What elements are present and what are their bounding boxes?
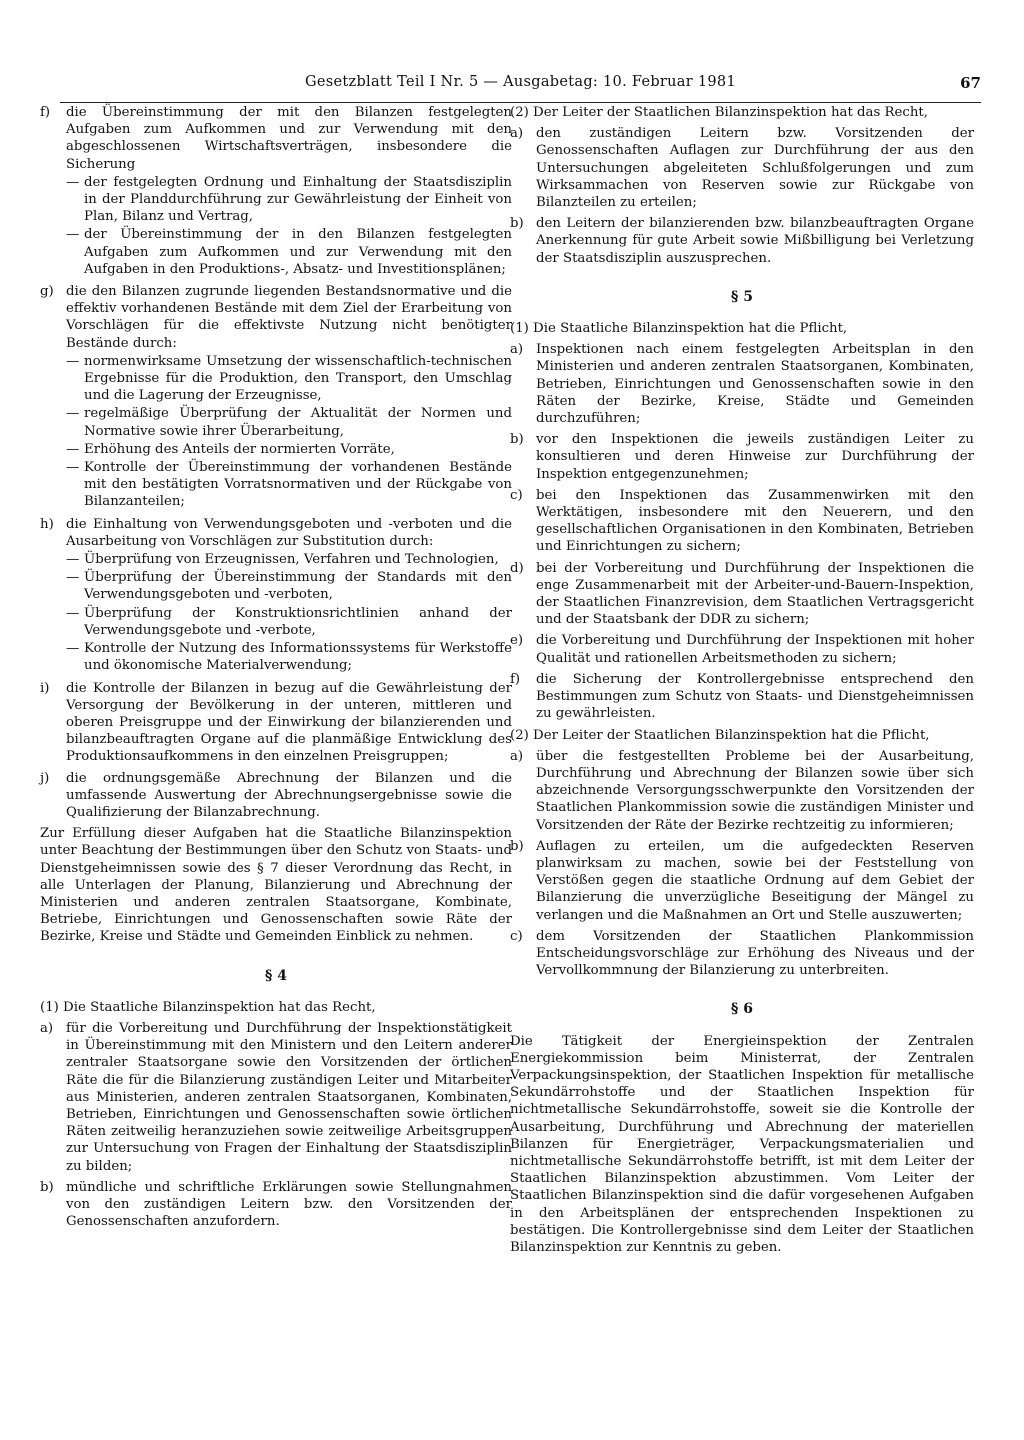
item-marker: d) [510,560,524,576]
section-heading-5: § 5 [731,288,753,305]
list-item [510,671,974,723]
list-item-f [40,104,512,279]
list-item-a [510,125,974,211]
item-text: Inspektionen nach einem festgelegten Arbeitsplan in den Ministerien und anderen zentralen Staatsorganen, Kombinaten, Betrieben, Einrichtungen und Genossenschaften sowie in den Räten der Bezirke, Kreise, Städte und Gemeinden durchzuführen; [536,342,974,427]
sub-item: — Kontrolle der Nutzung des Informationssystems für Werkstoffe und ökonomische Materialverwendung; [66,641,512,674]
item-text: die Einhaltung von Verwendungsgeboten und -verboten und die Ausarbeitung von Vorschlägen zur Substitution durch: [66,516,512,549]
sub-item-text: Kontrolle der Übereinstimmung der vorhandenen Bestände mit den bestätigten Vorratsnormativen und der Rückgabe von Bilanzanteilen; [84,460,512,510]
list-item-b [510,215,974,267]
list-item [510,487,974,556]
sub-item: — Kontrolle der Übereinstimmung der vorhandenen Bestände mit den bestätigten Vorratsnormativen und der Rückgabe von Bilanzanteilen; [66,460,512,510]
list-item-h [40,516,512,676]
page-number: 67 [960,74,981,92]
item-text: den Leitern der bilanzierenden bzw. bilanzbeauftragten Organe Anerkennung für gute Arbeit sowie Mißbilligung bei Verletzung der Staatsdisziplin auszusprechen. [536,216,974,266]
sub-item-text: Kontrolle der Nutzung des Informationssystems für Werkstoffe und ökonomische Materialverwendung; [84,641,512,674]
list-item-g [40,283,512,512]
item-marker: b) [40,1179,54,1195]
section-heading-4: § 4 [265,967,287,984]
item-marker: h) [40,516,54,532]
item-text: mündliche und schriftliche Erklärungen sowie Stellungnahmen von den zuständigen Leitern bzw. den Vorsitzenden der Genossenschaften anzufordern. [66,1179,512,1230]
item-marker: g) [40,284,54,300]
item-text: vor den Inspektionen die jeweils zuständigen Leiter zu konsultieren und deren Hinweise zur Durchführung der Inspektion entgegenzunehmen; [536,432,974,482]
sub-item: — normenwirksame Umsetzung der wissenschaftlich-technischen Ergebnisse für die Produktion, den Transport, den Umschlag und die Lagerung der Erzeugnisse, [66,353,512,404]
section-heading-6: § 6 [731,1001,753,1018]
sub-item: — der festgelegten Ordnung und Einhaltung der Staatsdisziplin in der Planddurchführung zur Gewährleistung der Einheit von Plan, Bilanz und Vertrag, [66,174,512,225]
list-item-j [40,770,512,822]
right-column [510,104,974,1260]
sub-item-text: Überprüfung der Konstruktionsrichtlinien anhand der Verwendungsgebote und -verbote, [84,605,512,638]
sub-item: — Überprüfung von Erzeugnissen, Verfahren und Technologien, [66,551,512,568]
sub-item: — Überprüfung der Übereinstimmung der Standards mit den Verwendungsgeboten und -verboten, [66,570,512,603]
list-item [510,928,974,980]
sub-item: — regelmäßige Überprüfung der Aktualität der Normen und Normative sowie ihrer Überarbeitung, [66,406,512,439]
sub-item-text: der festgelegten Ordnung und Einhaltung der Staatsdisziplin in der Planddurchführung zur Gewährleistung der Einheit von Plan, Bilanz und Vertrag, [84,174,512,225]
item-marker: e) [510,633,524,649]
section-6-text: Die Tätigkeit der Energieinspektion der Zentralen Energiekommission beim Ministerrat, der Zentralen Verpackungsinspektion, der Staatlichen Inspektion für metallische Sekundärrohstoffe und der Staatlichen Inspektion für nichtmetallische Sekundärrohstoffe, soweit sie die Kontrolle der Ausarbeitung, Durchführung und Abrechnung der materiellen Bilanzen für Energieträger, Verpackungsmaterialien und nichtmetallische Sekundärrohstoffe betrifft, ist mit dem Leiter der Staatlichen Bilanzinspektion abzustimmen. Vom Leiter der Staatlichen Bilanzinspektion sind die dafür vorgesehenen Aufgaben in den Arbeitsplänen der entsprechenden Inspektionen zu bestätigen. Die Kontrollergebnisse sind dem Leiter der Staatlichen Bilanzinspektion zur Kenntnis zu geben. [510,1033,974,1255]
list-item [510,838,974,924]
sub-item: — Erhöhung des Anteils der normierten Vorräte, [66,441,512,458]
section-5-para-1: (1) Die Staatliche Bilanzinspektion hat die Pflicht, [510,321,848,337]
item-text: die Kontrolle der Bilanzen in bezug auf die Gewährleistung der Versorgung der Bevölkerung in der unteren, mittleren und oberen Preisgruppe und der Einwirkung der bilanzierenden und bilanzbeauftragten Organe auf die planmäßige Entwicklung des Produktionsaufkommens in den einzelnen Preisgruppen; [66,680,512,765]
section-4-para-1: (1) Die Staatliche Bilanzinspektion hat das Recht, [40,999,376,1015]
item-marker: a) [40,1020,54,1036]
list-item [510,560,974,629]
sub-item-text: der Übereinstimmung der in den Bilanzen festgelegten Aufgaben zum Aufkommen und zur Verwendung mit den Aufgaben in den Produktions-, Absatz- und Investitionsplänen; [84,227,512,277]
list-item [510,748,974,834]
item-text: den zuständigen Leitern bzw. Vorsitzenden der Genossenschaften Auflagen zur Durchführung der aus den Untersuchungen abgeleiteten Schlußfolgerungen und zum Wirksammachen von Reserven sowie zur Rückgabe von Bilanzteilen zu erteilen; [536,126,974,211]
left-column [40,104,512,1234]
item-marker: f) [40,105,51,120]
list-item-a [40,1020,512,1175]
sub-item-text: regelmäßige Überprüfung der Aktualität der Normen und Normative sowie ihrer Überarbeitung, [84,406,512,439]
item-marker: c) [510,928,523,944]
item-marker: b) [510,838,524,854]
page-header [60,72,981,103]
item-text: die den Bilanzen zugrunde liegenden Bestandsnormative und die effektiv vorhandenen Bestände mit dem Ziel der Erarbeitung von Vorschlägen für die effektivste Nutzung nicht benötigter Bestände durch: [66,284,512,351]
section-5-para-2: (2) Der Leiter der Staatlichen Bilanzinspektion hat die Pflicht, [510,727,930,743]
item-marker: f) [510,671,521,687]
sub-item-text: Überprüfung von Erzeugnissen, Verfahren und Technologien, [84,552,499,568]
item-text: bei der Vorbereitung und Durchführung der Inspektionen die enge Zusammenarbeit mit der Arbeiter-und-Bauern-Inspektion, der Staatlichen Finanzrevision, dem Staatlichen Vertragsgericht und der Staatsbank der DDR zu sichern; [536,560,974,628]
list-item [510,431,974,483]
gazette-title: Gesetzblatt Teil I Nr. 5 — Ausgabetag: 10. Februar 1981 [305,74,736,90]
list-item-b [40,1179,512,1231]
sub-item: — der Übereinstimmung der in den Bilanzen festgelegten Aufgaben zum Aufkommen und zur Verwendung mit den Aufgaben in den Produktions-, Absatz- und Investitionsplänen; [66,227,512,277]
list-item [510,632,974,666]
item-marker: b) [510,432,524,448]
closing-paragraph: Zur Erfüllung dieser Aufgaben hat die Staatliche Bilanzinspektion unter Beachtung der Bestimmungen über den Schutz von Staats- und Dienstgeheimnissen sowie des § 7 dieser Verordnung das Recht, in alle Unterlagen der Planung, Bilanzierung und Abrechnung der Ministerien und anderen zentralen Staatsorgane, Kombinate, Betriebe, Einrichtungen und Genossenschaften sowie Räte der Bezirke, Kreise und Städte und Gemeinden Einblick zu nehmen. [40,826,512,945]
section-4-para-2: (2) Der Leiter der Staatlichen Bilanzinspektion hat das Recht, [510,105,928,120]
item-marker: a) [510,126,524,142]
item-marker: a) [510,748,524,764]
item-marker: c) [510,487,523,503]
sub-item-text: normenwirksame Umsetzung der wissenschaftlich-technischen Ergebnisse für die Produktion, den Transport, den Umschlag und die Lagerung der Erzeugnisse, [84,353,512,404]
item-text: die Vorbereitung und Durchführung der Inspektionen mit hoher Qualität und rationellen Arbeitsmethoden zu sichern; [536,633,974,666]
item-marker: a) [510,342,524,358]
item-text: die Sicherung der Kontrollergebnisse entsprechend den Bestimmungen zum Schutz von Staats- und Dienstgeheimnissen zu gewährleisten. [536,671,974,722]
list-item [510,341,974,427]
item-text: über die festgestellten Probleme bei der Ausarbeitung, Durchführung und Abrechnung der Bilanzen sowie über sich abzeichnende Versorgungsschwerpunkte den Vorsitzenden der Staatlichen Plankommission sowie die zuständigen Minister und Vorsitzenden der Räte der Bezirke rechtzeitig zu informieren; [536,748,974,833]
sub-item: — Überprüfung der Konstruktionsrichtlinien anhand der Verwendungsgebote und -verbote, [66,605,512,638]
sub-item-text: Erhöhung des Anteils der normierten Vorräte, [84,441,395,457]
item-text: die ordnungsgemäße Abrechnung der Bilanzen und die umfassende Auswertung der Abrechnungsergebnisse sowie die Qualifizierung der Bilanzabrechnung. [66,770,512,820]
list-item-i [40,680,512,766]
item-marker: b) [510,216,524,232]
item-text: für die Vorbereitung und Durchführung der Inspektionstätigkeit in Übereinstimmung mit den Ministern und den Leitern anderer zentraler Staatsorgane sowie den Vorsitzenden der örtlichen Räte die für die Bilanzierung zuständigen Leiter und Mitarbeiter aus Ministerien, anderen zentralen Staatsorganen, Kombinaten, Betrieben, Einrichtungen und Genossenschaften sowie örtlichen Räten zeitweilig heranzuziehen sowie zeitweilige Arbeitsgruppen zur Untersuchung von Fragen der Einhaltung der Staatsdisziplin zu bilden; [66,1020,512,1174]
item-text: bei den Inspektionen das Zusammenwirken mit den Werktätigen, insbesondere mit den Neuerern, und den gesellschaftlichen Organisationen in den Kombinaten, Betrieben und Einrichtungen zu sichern; [536,487,974,555]
item-text: dem Vorsitzenden der Staatlichen Plankommission Entscheidungsvorschläge zur Erhöhung des Niveaus und der Vervollkommnung der Bilanzierung zu unterbreiten. [536,928,974,979]
item-marker: i) [40,680,50,696]
item-text: Auflagen zu erteilen, um die aufgedeckten Reserven planwirksam zu machen, sowie bei der Feststellung von Verstößen gegen die staatliche Ordnung auf dem Gebiet der Bilanzierung die unverzügliche Beseitigung der Mängel zu verlangen und die Maßnahmen an Ort und Stelle auszuwerten; [536,838,974,923]
item-text: die Übereinstimmung der mit den Bilanzen festgelegten Aufgaben zum Aufkommen und zur Verwendung mit den abgeschlossenen Wirtschaftsverträgen, insbesondere die Sicherung [66,105,512,172]
sub-item-text: Überprüfung der Übereinstimmung der Standards mit den Verwendungsgeboten und -verboten, [84,570,512,603]
item-marker: j) [40,770,50,786]
